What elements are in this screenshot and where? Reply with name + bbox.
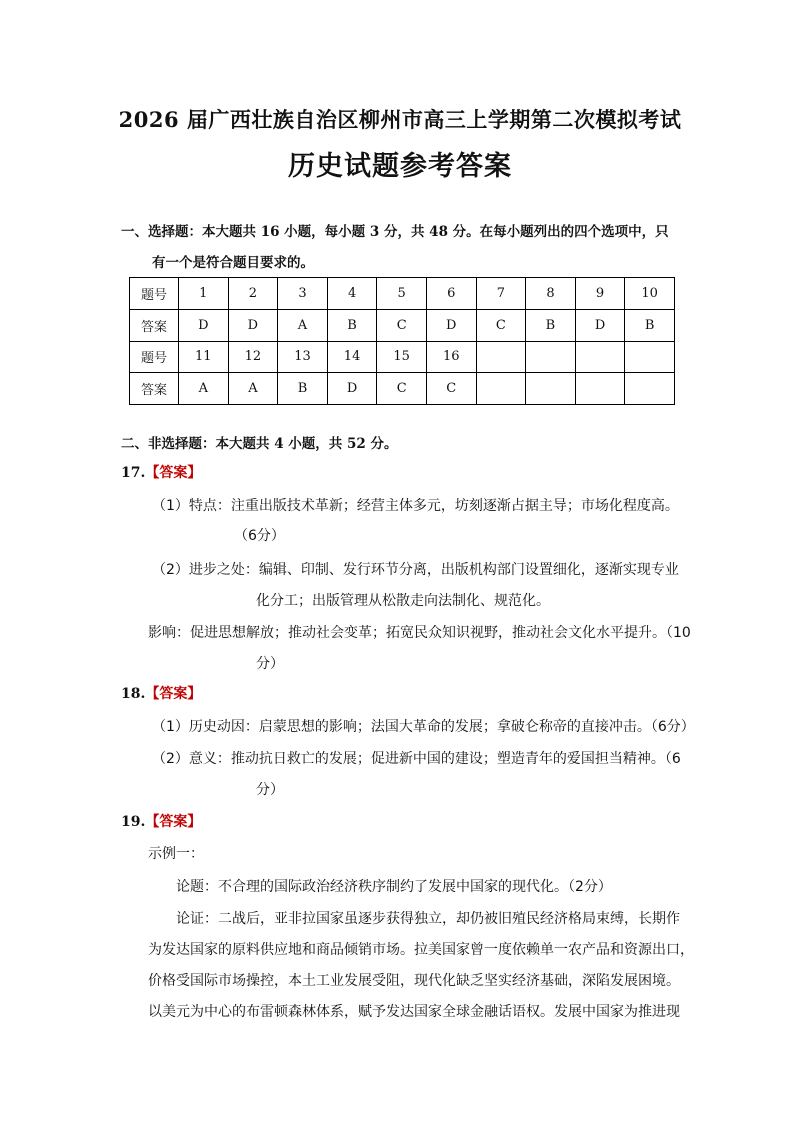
table-cell: 14 — [327, 341, 377, 373]
table-cell: A — [179, 373, 229, 405]
section2-heading: 二、非选择题：本大题共 4 小题，共 52 分。 — [121, 436, 398, 452]
table-cell: 10 — [625, 278, 675, 310]
q17-part2-line2: 化分工；出版管理从松散走向法制化、规范化。 — [256, 593, 550, 609]
row-label-question: 题号 — [130, 341, 179, 373]
q18-part2-line2: 分） — [256, 782, 284, 798]
q17-impact-line2: 分） — [256, 656, 284, 672]
table-cell — [476, 341, 526, 373]
table-cell: C — [377, 373, 427, 405]
table-cell: 5 — [377, 278, 427, 310]
q17-part1-line2: （6分） — [234, 528, 285, 544]
table-cell: 12 — [228, 341, 278, 373]
table-row — [130, 341, 675, 373]
question-number: 18. — [121, 686, 146, 702]
table-cell: 9 — [575, 278, 625, 310]
question-number: 17. — [121, 465, 146, 481]
table-cell: D — [575, 309, 625, 341]
table-cell: A — [228, 373, 278, 405]
table-cell: 11 — [179, 341, 229, 373]
q19-argument-line1: 论证：二战后，亚非拉国家虽逐步获得独立，却仍被旧殖民经济格局束缚，长期作 — [176, 911, 680, 927]
q19-argument-line3: 价格受国际市场操控，本土工业发展受阻，现代化缺乏坚实经济基础，深陷发展困境。 — [148, 973, 680, 989]
document-title: 历史试题参考答案 — [288, 151, 512, 182]
table-cell: D — [179, 309, 229, 341]
q17-part2-line1: （2）进步之处：编辑、印制、发行环节分离，出版机构部门设置细化，逐渐实现专业 — [152, 562, 679, 578]
answer-table — [129, 277, 675, 405]
table-cell: D — [426, 309, 476, 341]
table-cell: B — [526, 309, 576, 341]
table-cell: D — [327, 373, 377, 405]
table-cell: B — [327, 309, 377, 341]
table-cell: 7 — [476, 278, 526, 310]
table-cell — [575, 373, 625, 405]
table-cell — [476, 373, 526, 405]
row-label-question: 题号 — [130, 278, 179, 310]
table-row — [130, 309, 675, 341]
table-cell: 8 — [526, 278, 576, 310]
q19-example-label: 示例一： — [148, 846, 204, 862]
table-cell: B — [278, 373, 328, 405]
table-cell — [625, 373, 675, 405]
q18-part1: （1）历史动因：启蒙思想的影响；法国大革命的发展；拿破仑称帝的直接冲击。（6分） — [152, 719, 695, 735]
table-cell: A — [278, 309, 328, 341]
question-19-heading — [121, 811, 201, 831]
table-cell: 15 — [377, 341, 427, 373]
section1-heading-line1: 一、选择题：本大题共 16 小题，每小题 3 分，共 48 分。在每小题列出的四个选项中，只 — [121, 224, 669, 240]
row-label-answer: 答案 — [130, 373, 179, 405]
table-cell — [625, 341, 675, 373]
q17-impact-line1: 影响：促进思想解放；推动社会变革；拓宽民众知识视野，推动社会文化水平提升。（10 — [148, 625, 691, 641]
table-cell: 2 — [228, 278, 278, 310]
table-cell: C — [476, 309, 526, 341]
table-cell: 3 — [278, 278, 328, 310]
table-row — [130, 373, 675, 405]
table-cell — [526, 341, 576, 373]
answer-tag: 【答案】 — [145, 814, 202, 830]
answer-tag: 【答案】 — [145, 465, 202, 481]
table-row — [130, 278, 675, 310]
question-17-heading — [121, 462, 201, 482]
table-cell: B — [625, 309, 675, 341]
question-number: 19. — [121, 814, 146, 830]
table-cell: 1 — [179, 278, 229, 310]
answer-tag: 【答案】 — [145, 686, 202, 702]
question-18-heading — [121, 683, 201, 703]
q17-part1-line1: （1）特点：注重出版技术革新；经营主体多元，坊刻逐渐占据主导；市场化程度高。 — [152, 498, 679, 514]
q19-argument-line4: 以美元为中心的布雷顿森林体系，赋予发达国家全球金融话语权。发展中国家为推进现 — [148, 1004, 680, 1020]
section1-heading-line2: 有一个是符合题目要求的。 — [152, 255, 314, 271]
table-cell — [575, 341, 625, 373]
q18-part2-line1: （2）意义：推动抗日救亡的发展；促进新中国的建设；塑造青年的爱国担当精神。（6 — [152, 751, 681, 767]
table-cell: 16 — [426, 341, 476, 373]
row-label-answer: 答案 — [130, 309, 179, 341]
q19-thesis: 论题：不合理的国际政治经济秩序制约了发展中国家的现代化。（2分） — [176, 879, 612, 895]
table-cell: 4 — [327, 278, 377, 310]
exam-title: 2026 届广西壮族自治区柳州市高三上学期第二次模拟考试 — [118, 107, 682, 132]
table-cell: 13 — [278, 341, 328, 373]
table-cell: D — [228, 309, 278, 341]
table-cell — [526, 373, 576, 405]
table-cell: C — [377, 309, 427, 341]
q19-argument-line2: 为发达国家的原料供应地和商品倾销市场。拉美国家曾一度依赖单一农产品和资源出口， — [148, 942, 694, 958]
table-cell: C — [426, 373, 476, 405]
table-cell: 6 — [426, 278, 476, 310]
